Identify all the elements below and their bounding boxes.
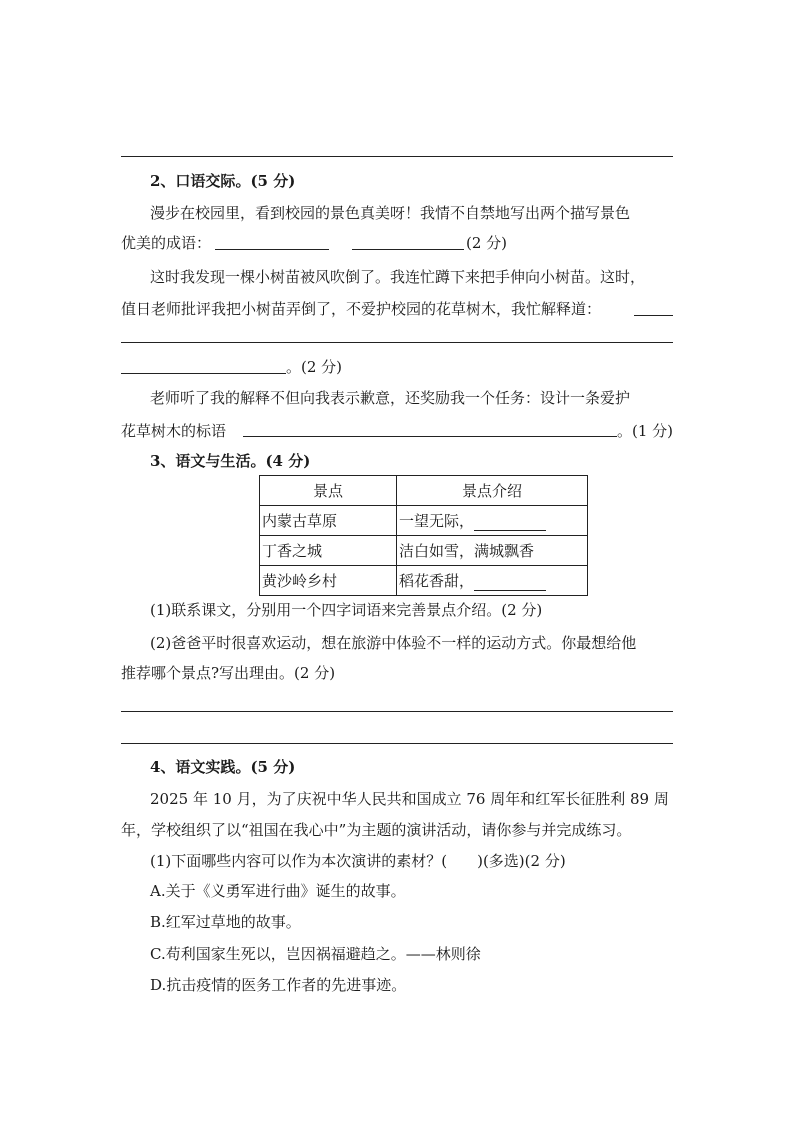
score-label: (2 分) xyxy=(466,234,508,252)
answer-line xyxy=(121,156,673,157)
table-header-cell: 景点 xyxy=(260,476,397,506)
intro-cell xyxy=(397,566,588,596)
table-header-cell: 景点介绍 xyxy=(397,476,588,506)
option-d: D.抗击疫情的医务工作者的先进事迹。 xyxy=(150,976,407,994)
section-4-question-1: (1)下面哪些内容可以作为本次演讲的素材？( )(多选)(2 分) xyxy=(150,852,566,870)
section-3-question-2-line-1: (2)爸爸平时很喜欢运动，想在旅游中体验不一样的运动方式。你最想给他 xyxy=(150,634,637,652)
section-2-paragraph-3-line-2: 花草树木的标语 xyxy=(121,422,227,440)
table-row xyxy=(260,536,588,566)
place-cell: 内蒙古草原 xyxy=(260,506,397,536)
score-label: 。(1 分) xyxy=(617,422,674,440)
intro-cell: 洁白如雪，满城飘香 xyxy=(397,536,588,566)
slogan-answer-blank[interactable] xyxy=(243,436,617,437)
idiom-answer-blank-1[interactable] xyxy=(215,249,329,250)
reason-answer-line-2[interactable] xyxy=(121,743,673,744)
section-2-paragraph-2-line-2: 值日老师批评我把小树苗弄倒了，不爱护校园的花草树木，我忙解释道： xyxy=(121,300,602,318)
section-2-paragraph-1-line-2: 优美的成语： xyxy=(121,234,212,252)
score-label: 。(2 分) xyxy=(286,358,343,376)
intro-text: 一望无际， xyxy=(399,512,475,530)
table-row xyxy=(260,566,588,596)
reason-answer-line-1[interactable] xyxy=(121,711,673,712)
explanation-answer-line[interactable] xyxy=(121,342,673,343)
place-cell: 黄沙岭乡村 xyxy=(260,566,397,596)
section-4-heading: 4、语文实践。(5 分) xyxy=(150,758,296,776)
section-3-question-2-line-2: 推荐哪个景点?写出理由。(2 分) xyxy=(121,664,336,682)
intro-answer-blank[interactable] xyxy=(474,516,546,531)
intro-answer-blank[interactable] xyxy=(474,576,546,591)
idiom-answer-blank-2[interactable] xyxy=(352,249,464,250)
table-header-row xyxy=(260,476,588,506)
section-4-intro-line-2: 年，学校组织了以“祖国在我心中”为主题的演讲活动，请你参与并完成练习。 xyxy=(121,821,632,839)
explanation-answer-blank-1[interactable] xyxy=(634,315,673,316)
section-2-heading: 2、口语交际。(5 分) xyxy=(150,172,296,190)
intro-cell xyxy=(397,506,588,536)
section-2-paragraph-2-line-1: 这时我发现一棵小树苗被风吹倒了。我连忙蹲下来把手伸向小树苗。这时， xyxy=(150,268,646,286)
section-4-intro-line-1: 2025 年 10 月，为了庆祝中华人民共和国成立 76 周年和红军长征胜利 89 周 xyxy=(150,790,669,808)
explanation-answer-blank-2[interactable] xyxy=(121,373,286,374)
option-c: C.苟利国家生死以，岂因祸福避趋之。——林则徐 xyxy=(150,945,481,963)
table-row xyxy=(260,506,588,536)
section-2-paragraph-3-line-1: 老师听了我的解释不但向我表示歉意，还奖励我一个任务：设计一条爱护 xyxy=(150,389,631,407)
scenic-spot-table xyxy=(259,475,588,596)
place-cell: 丁香之城 xyxy=(260,536,397,566)
section-3-question-1: (1)联系课文，分别用一个四字词语来完善景点介绍。(2 分) xyxy=(150,601,543,619)
option-a: A.关于《义勇军进行曲》诞生的故事。 xyxy=(150,882,406,900)
section-2-paragraph-1-line-1: 漫步在校园里，看到校园的景色真美呀！我情不自禁地写出两个描写景色 xyxy=(150,204,631,222)
option-b: B.红军过草地的故事。 xyxy=(150,913,301,931)
section-3-heading: 3、语文与生活。(4 分) xyxy=(150,452,311,470)
intro-text: 稻花香甜， xyxy=(399,572,475,590)
